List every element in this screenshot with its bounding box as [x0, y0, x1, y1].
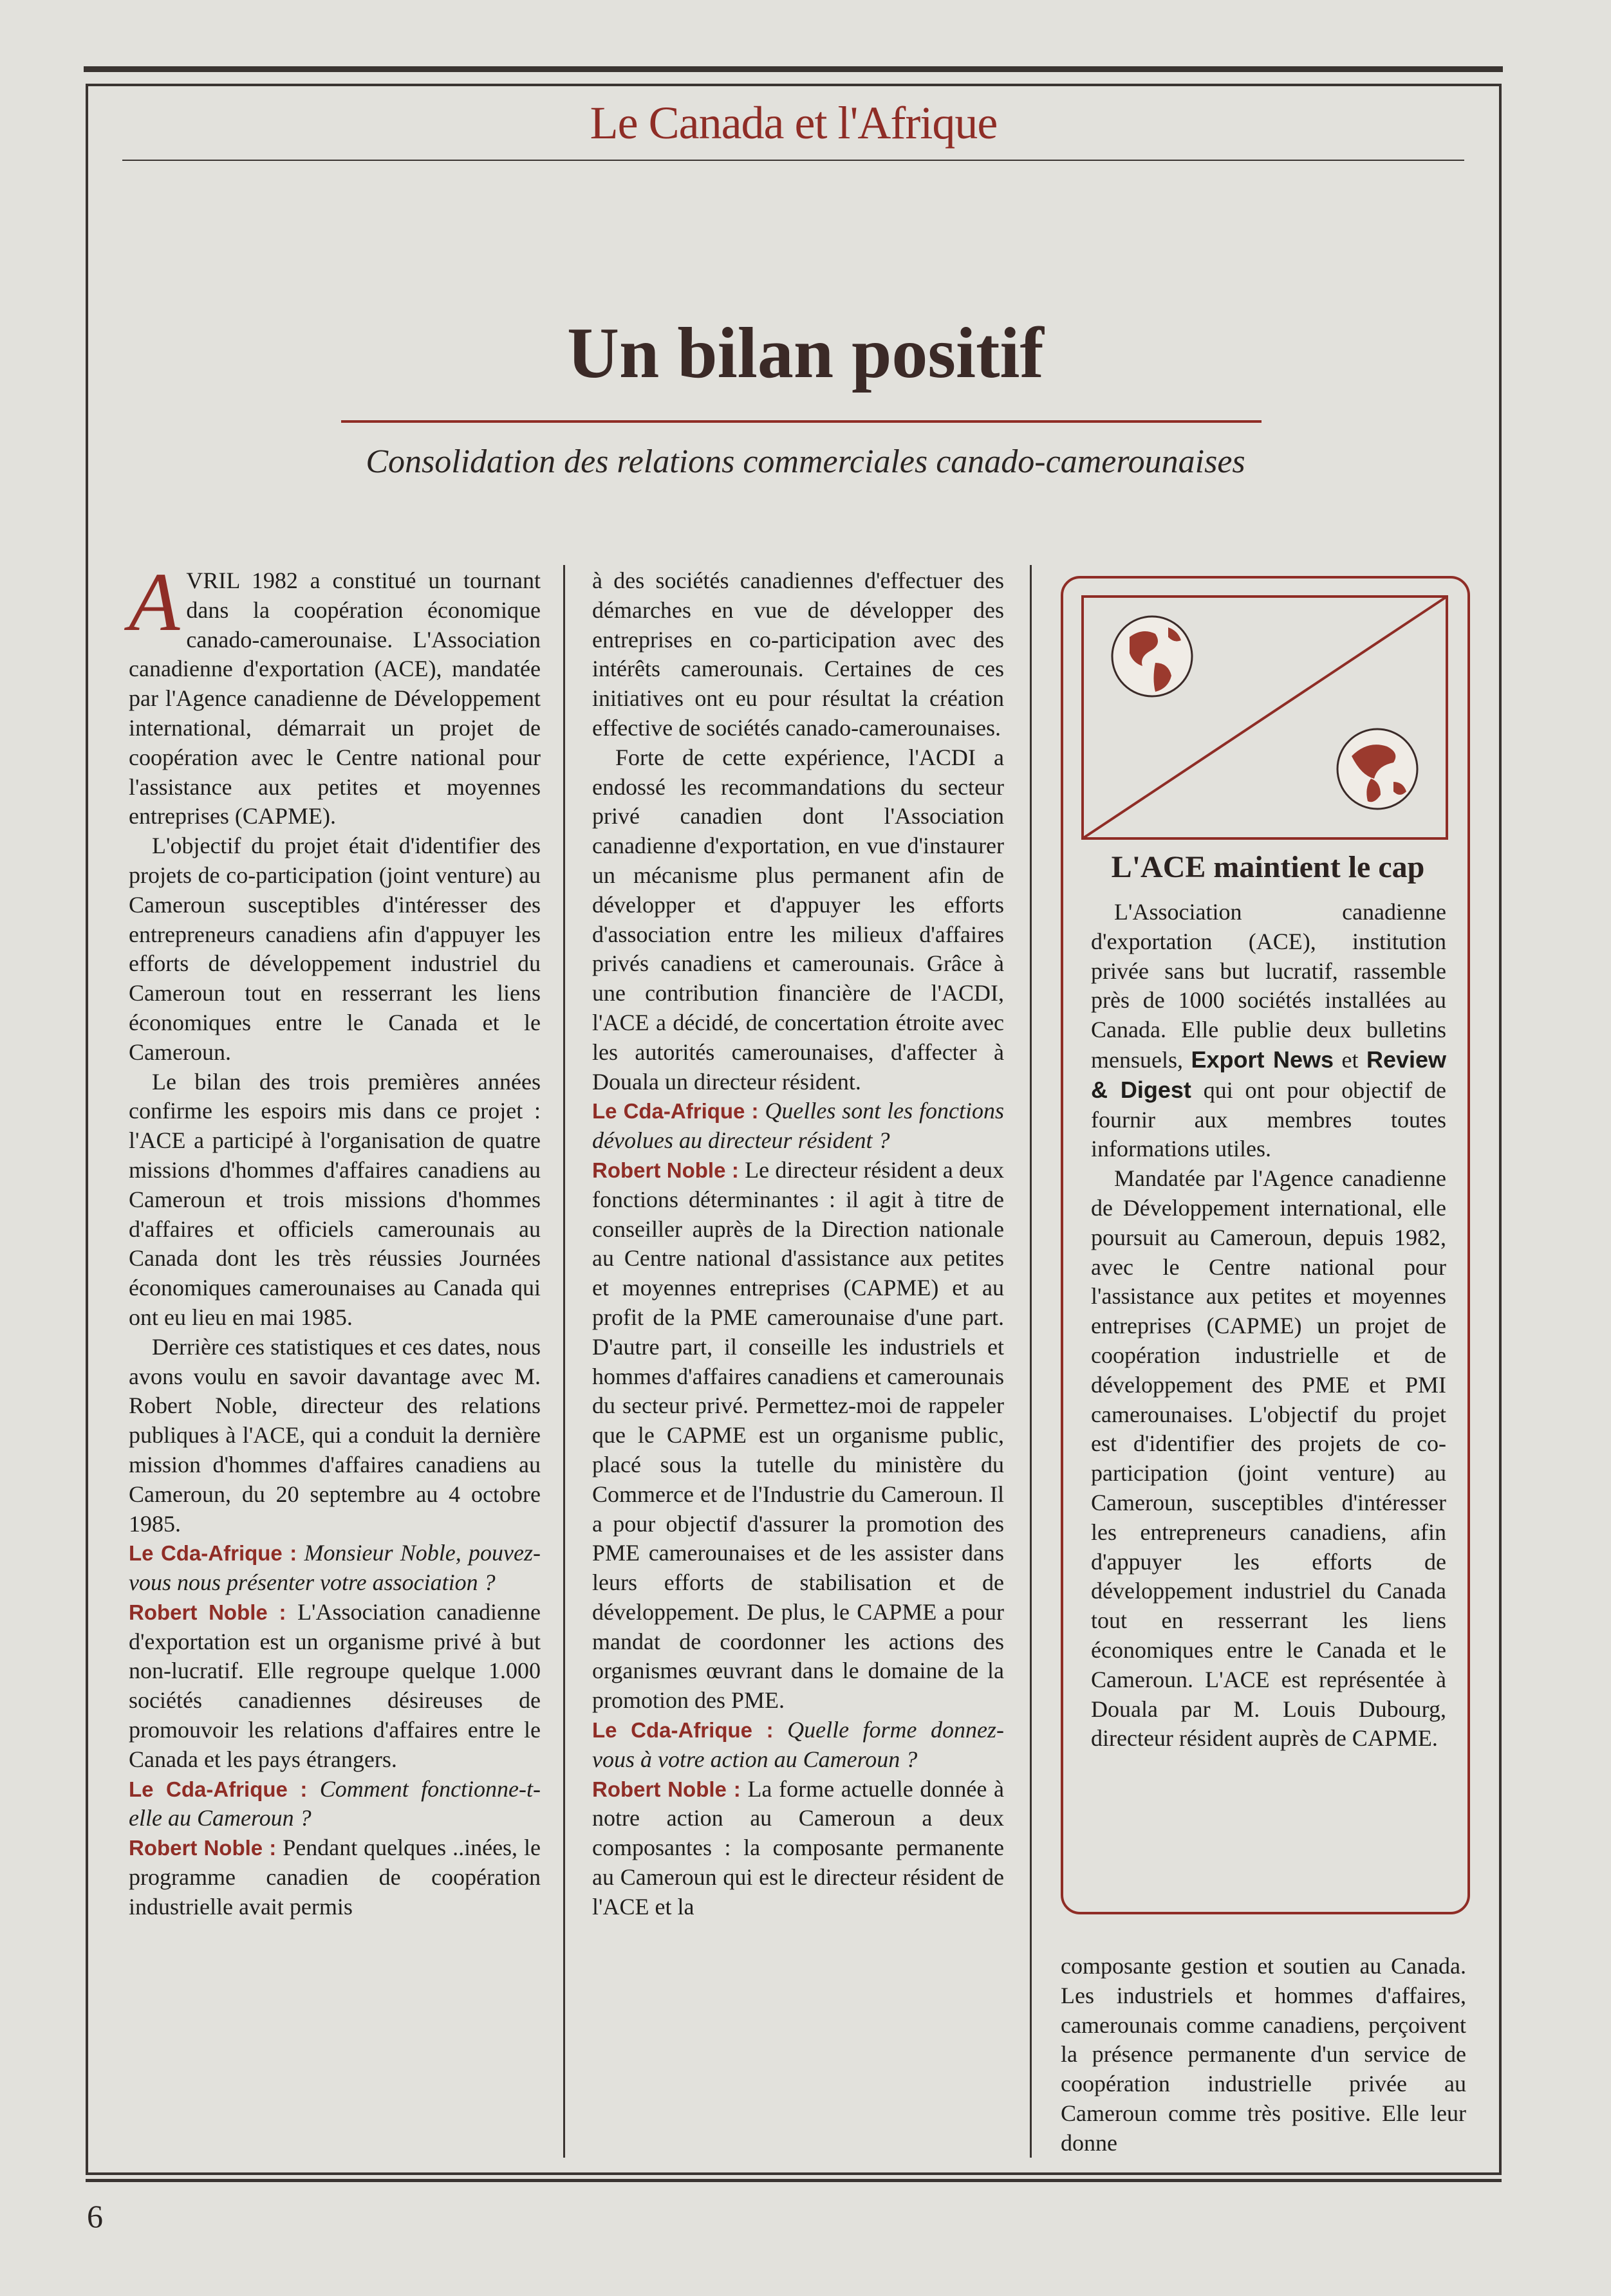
article-column-1 [129, 556, 541, 1922]
interviewer-label: Le Cda-Afrique : [129, 1777, 308, 1801]
globe-icon [1112, 616, 1192, 696]
title-rule [341, 420, 1262, 423]
interview-question: Le Cda-Afrique : Quelle forme donnez-vous à votre action au Cameroun ? [592, 1717, 1004, 1772]
paragraph: Derrière ces statistiques et ces dates, nous avons voulu en savoir davantage avec M. Robert Noble, directeur des relations publiques à l'ACE, qui a conduit la dernière mission d'hommes d'affaires canadiens au Cameroun, du 20 septembre au 4 octobre 1985. [129, 1333, 541, 1537]
lead-paragraph: AVRIL 1982 a constitué un tournant dans la coopération économique canado-camerounaise. L'Association canadienne d'exportation (ACE), mandatée par l'Agence canadienne de Développement international, démarrait un projet de coopération avec le Centre national pour l'assistance aux petites et moyennes entreprises (CAPME). [129, 556, 541, 829]
column-divider [1030, 565, 1032, 2158]
respondent-label: Robert Noble : [592, 1777, 741, 1801]
paragraph: Le bilan des trois premières années confirme les espoirs mis dans ce projet : l'ACE a participé à l'organisation de quatre missions d'hommes d'affaires canadiens au Cameroun et trois missions d'hommes d'affaires et officiels camerounais au Canada dont les très réussies Journées économiques camerounaises au Canada qui ont eu lieu en mai 1985. [129, 1068, 541, 1330]
respondent-label: Robert Noble : [129, 1836, 277, 1860]
bulletin-name: Export News [1191, 1046, 1334, 1073]
paragraph: Forte de cette expérience, l'ACDI a endossé les recommandations du secteur privé canadien dont l'Association canadienne d'exportation, en vue d'instaurer un mécanisme plus permanent afin de développer et d'appuyer les efforts d'association entre les milieux d'affaires privés canadiens et camerounais. Grâce à une contribution financière de l'ACDI, l'ACE a décidé, de concertation étroite avec les autorités camerounaises, d'affecter à Douala un directeur résident. [592, 744, 1004, 1095]
interview-answer: Robert Noble : Le directeur résident a deux fonctions déterminantes : il agit à titre de conseiller auprès de la Direction nationale au Centre national d'assistance aux petites et moyennes entreprises (CAPME) et au profit de la PME camerounaise d'une part. D'autre part, il conseille les industriels et hommes d'affaires canadiens et camerounais du secteur privé. Permettez-moi de rappeler que le CAPME est un organisme public, placé sous la tutelle du ministère du Commerce et de l'Industrie du Cameroun. Il a pour objectif d'assurer la promotion des PME camerounaises et de les assister dans leurs efforts de stabilisation et de développement. De plus, le CAPME a pour mandat de coordonner les actions des organismes œuvrant dans le domaine de la promotion des PME. [592, 1156, 1004, 1714]
respondent-label: Robert Noble : [592, 1158, 739, 1182]
interview-question: Le Cda-Afrique : Quelles sont les fonctions dévolues au directeur résident ? [592, 1098, 1005, 1154]
sidebar-text [1091, 898, 1446, 1754]
interview-answer: Robert Noble : Pendant quelques ..inées, le programme canadien de coopération industrielle avait permis [129, 1835, 541, 1920]
interview-question: Le Cda-Afrique : Comment fonctionne-t-elle au Cameroun ? [129, 1775, 541, 1831]
paragraph: composante gestion et soutien au Canada. Les industriels et hommes d'affaires, camerounais comme canadiens, perçoivent la présence permanente d'un service de coopération industrielle privée au Cameroun comme très positive. Elle leur donne [1061, 1953, 1466, 2156]
page-number: 6 [87, 2198, 103, 2234]
header-rule [122, 160, 1464, 161]
interview-question: Le Cda-Afrique : Monsieur Noble, pouvez-vous nous présenter votre association ? [129, 1540, 541, 1596]
sidebar-title: L'ACE maintient le cap [1111, 850, 1425, 884]
article-title: Un bilan positif [567, 313, 1044, 393]
article-column-3 [1061, 1952, 1466, 2158]
bulletin-name: Review & Digest [1091, 1046, 1447, 1103]
globe-illustration [1081, 595, 1448, 840]
column-divider [563, 565, 565, 2158]
interview-answer: Robert Noble : La forme actuelle donnée à notre action au Cameroun a deux composantes : la composante permanente au Cameroun qui est le directeur résident de l'ACE et la [592, 1775, 1005, 1920]
interviewer-label: Le Cda-Afrique : [129, 1541, 297, 1566]
paragraph: L'Association canadienne d'exportation (ACE), institution privée sans but lucratif, rassemble près de 1000 sociétés installées au Canada. Elle publie deux bulletins mensuels, Export News et Review & Digest qui ont pour objectif de fournir aux membres toutes informations utiles. [1091, 899, 1447, 1162]
bottom-rule [86, 2179, 1502, 2182]
interviewer-label: Le Cda-Afrique : [592, 1099, 759, 1124]
paragraph: L'objectif du projet était d'identifier des projets de co-participation (joint venture) au Cameroun susceptibles d'intéresser des entrepreneurs canadiens afin d'appuyer les efforts de développement industriel du Cameroun tout en resserrant les liens économiques entre le Canada et le Cameroun. [129, 833, 541, 1065]
interviewer-label: Le Cda-Afrique : [592, 1718, 774, 1743]
globe-icon [1337, 729, 1417, 809]
article-column-2 [592, 566, 1004, 1922]
respondent-label: Robert Noble : [129, 1600, 286, 1624]
article-subtitle: Consolidation des relations commerciales canado-camerounaises [366, 443, 1245, 480]
paragraph: Mandatée par l'Agence canadienne de Développement international, elle poursuit au Cameroun, depuis 1982, avec le Centre national pour l'assistance aux petites et moyennes entreprises (CAPME) un projet de coopération industrielle et de développement des PME et PMI camerounaises. L'objectif du projet est d'identifier des projets de co-participation (joint venture) au Cameroun, susceptibles d'intéresser les entrepreneurs canadiens, afin d'appuyer les efforts de développement industriel du Canada tout en resserrant les liens économiques entre le Canada et le Cameroun. L'ACE est représentée à Douala par M. Louis Dubourg, directeur résident auprès de CAPME. [1091, 1165, 1446, 1752]
drop-cap: A [129, 556, 180, 649]
paragraph: à des sociétés canadiennes d'effectuer des démarches en vue de développer des entreprises en co-participation avec des intérêts camerounais. Certaines de ces initiatives ont eu pour résultat la création effective de sociétés canado-camerounaises. [592, 568, 1004, 741]
running-head: Le Canada et l'Afrique [590, 97, 998, 149]
top-rule [84, 66, 1503, 72]
interview-answer: Robert Noble : L'Association canadienne d'exportation est un organisme privé à but non-lucratif. Elle regroupe quelque 1.000 sociétés canadiennes désireuses de promouvoir les relations d'affaires entre le Canada et les pays étrangers. [129, 1598, 541, 1772]
